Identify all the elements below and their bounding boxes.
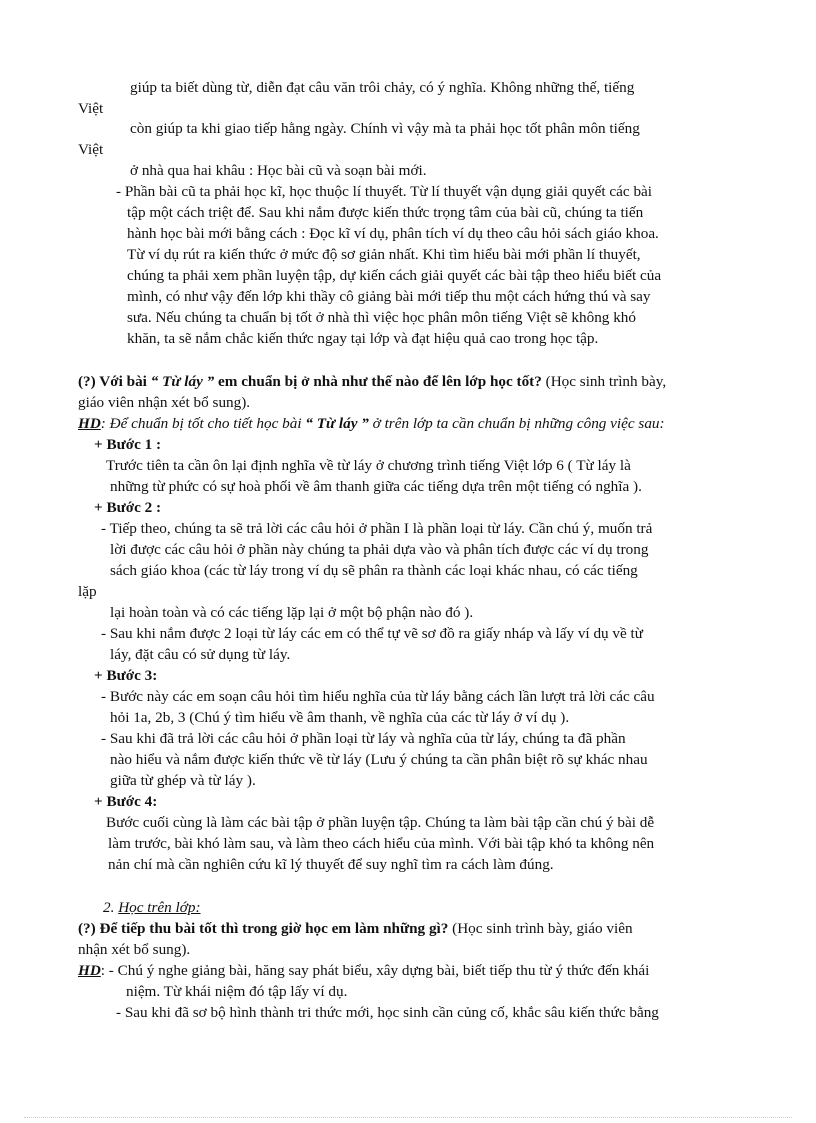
text-line: sách giáo khoa (các từ láy trong ví dụ sẽ phân ra thành các loại khác nhau, có các tiếng (110, 562, 638, 579)
text-line: nhận xét bổ sung). (78, 941, 191, 958)
text-line: ở nhà qua hai khâu : Học bài cũ và soạn bài mới. (130, 162, 427, 179)
text-line: - Sau khi đã trả lời các câu hỏi ở phần loại từ láy và nghĩa của từ láy, chúng ta đã phần (101, 730, 626, 747)
step-title: + Bước 2 : (94, 499, 162, 516)
page-divider (24, 1117, 792, 1118)
hd-line (78, 414, 665, 434)
text-line: Việt (78, 141, 104, 158)
question-bold: (?) Để tiếp thu bài tốt thì trong giờ học em làm những gì? (78, 920, 449, 937)
question-line (78, 372, 666, 392)
text-line: - Sau khi đã sơ bộ hình thành tri thức mới, học sinh cần củng cố, khắc sâu kiến thức bằng (116, 1004, 659, 1021)
text-line: giáo viên nhận xét bổ sung). (78, 394, 251, 411)
text-line: làm trước, bài khó làm sau, và làm theo cách hiểu của mình. Với bài tập khó ta không nên (108, 835, 655, 852)
text-line: - Tiếp theo, chúng ta sẽ trả lời các câu hỏi ở phần I là phần loại từ láy. Cần chú ý, muốn trả (101, 520, 653, 537)
text-line: lời được các câu hỏi ở phần này chúng ta phải dựa vào và phân tích được các ví dụ trong (110, 541, 649, 558)
text-line: láy, đặt câu có sử dụng từ láy. (110, 646, 291, 663)
text-line: chúng ta phải xem phần luyện tập, dự kiến cách giải quyết các bài tập theo hiểu biết của (127, 267, 662, 284)
hd-text: : Để chuẩn bị tốt cho tiết học bài (100, 415, 306, 432)
text-line: hành học bài mới bằng cách : Đọc kĩ ví dụ, phân tích ví dụ theo câu hỏi sách giáo khoa. (127, 225, 659, 242)
text-line: niệm. Từ khái niệm đó tập lấy ví dụ. (126, 983, 348, 1000)
text-line: mình, có như vậy đến lớp khi thầy cô giảng bài mới tiếp thu một cách hứng thú và say (127, 288, 651, 305)
step-title: + Bước 3: (94, 667, 158, 684)
section-number: 2. (103, 899, 119, 916)
text-line: Từ ví dụ rút ra kiến thức ở mức độ sơ giản nhất. Khi tìm hiểu bài mới phần lí thuyết, (127, 246, 641, 263)
text-line: tập một cách triệt để. Sau khi nắm được kiến thức trọng tâm của bài cũ, chúng ta tiến (127, 204, 644, 221)
hd-label: HD (78, 962, 101, 979)
text-line: những từ phức có sự hoà phối về âm thanh giữa các tiếng dựa trên một tiếng có nghĩa ). (110, 478, 642, 495)
section-title: Học trên lớp: (118, 899, 201, 916)
text-line: Trước tiên ta cần ôn lại định nghĩa về từ láy ở chương trình tiếng Việt lớp 6 ( Từ láy là (106, 457, 631, 474)
question-line (78, 919, 633, 939)
text-line: giữa từ ghép và từ láy ). (110, 772, 256, 789)
text-line: khăn, ta sẽ nắm chắc kiến thức ngay tại lớp và đạt hiệu quả cao trong học tập. (127, 330, 599, 347)
text-line: lặp (78, 583, 97, 600)
text-line: - Bước này các em soạn câu hỏi tìm hiểu nghĩa của từ láy bằng cách lần lượt trả lời các câu (101, 688, 655, 705)
text-line: nào hiểu và nắm được kiến thức về từ láy (Lưu ý chúng ta cần phân biệt rõ sự khác nhau (110, 751, 648, 768)
question-note: (Học sinh trình bày, (541, 373, 667, 390)
text-line: Việt (78, 100, 104, 117)
text-line: - Phần bài cũ ta phải học kĩ, học thuộc lí thuyết. Từ lí thuyết vận dụng giải quyết các bài (116, 183, 653, 200)
text-line: sưa. Nếu chúng ta chuẩn bị tốt ở nhà thì việc học phân môn tiếng Việt sẽ không khó (127, 309, 636, 326)
step-title: + Bước 4: (94, 793, 158, 810)
text-line: giúp ta biết dùng từ, diễn đạt câu văn trôi chảy, có ý nghĩa. Không những thế, tiếng (130, 79, 635, 96)
lesson-title: “ Từ láy ” (305, 415, 369, 432)
text-line: còn giúp ta khi giao tiếp hằng ngày. Chính vì vậy mà ta phải học tốt phân môn tiếng (130, 120, 640, 137)
hd-text: ở trên lớp ta cần chuẩn bị những công việc sau: (368, 415, 665, 432)
text-line: nản chí mà cần nghiên cứu kĩ lý thuyết để suy nghĩ tìm ra cách làm đúng. (108, 856, 554, 873)
text-line: hỏi 1a, 2b, 3 (Chú ý tìm hiểu về âm thanh, về nghĩa của các từ láy ở ví dụ ). (110, 709, 570, 726)
step-title: + Bước 1 : (94, 436, 162, 453)
question-bold: (?) Với bài (78, 373, 151, 390)
question-bold: em chuẩn bị ở nhà như thế nào để lên lớp học tốt? (214, 373, 542, 390)
hd-label: HD (78, 415, 101, 432)
hd-line (78, 961, 649, 981)
text-line: - Sau khi nắm được 2 loại từ láy các em có thể tự vẽ sơ đồ ra giấy nháp và lấy ví dụ về từ (101, 625, 644, 642)
lesson-title: “ Từ láy ” (150, 373, 215, 390)
text-line: Bước cuối cùng là làm các bài tập ở phần luyện tập. Chúng ta làm bài tập cần chú ý bài dễ (106, 814, 655, 831)
question-note: (Học sinh trình bày, giáo viên (448, 920, 633, 937)
hd-text: : - Chú ý nghe giảng bài, hăng say phát biểu, xây dựng bài, biết tiếp thu từ ý thức đến khái (100, 962, 650, 979)
section-heading (103, 898, 201, 918)
text-line: lại hoàn toàn và có các tiếng lặp lại ở một bộ phận nào đó ). (110, 604, 474, 621)
